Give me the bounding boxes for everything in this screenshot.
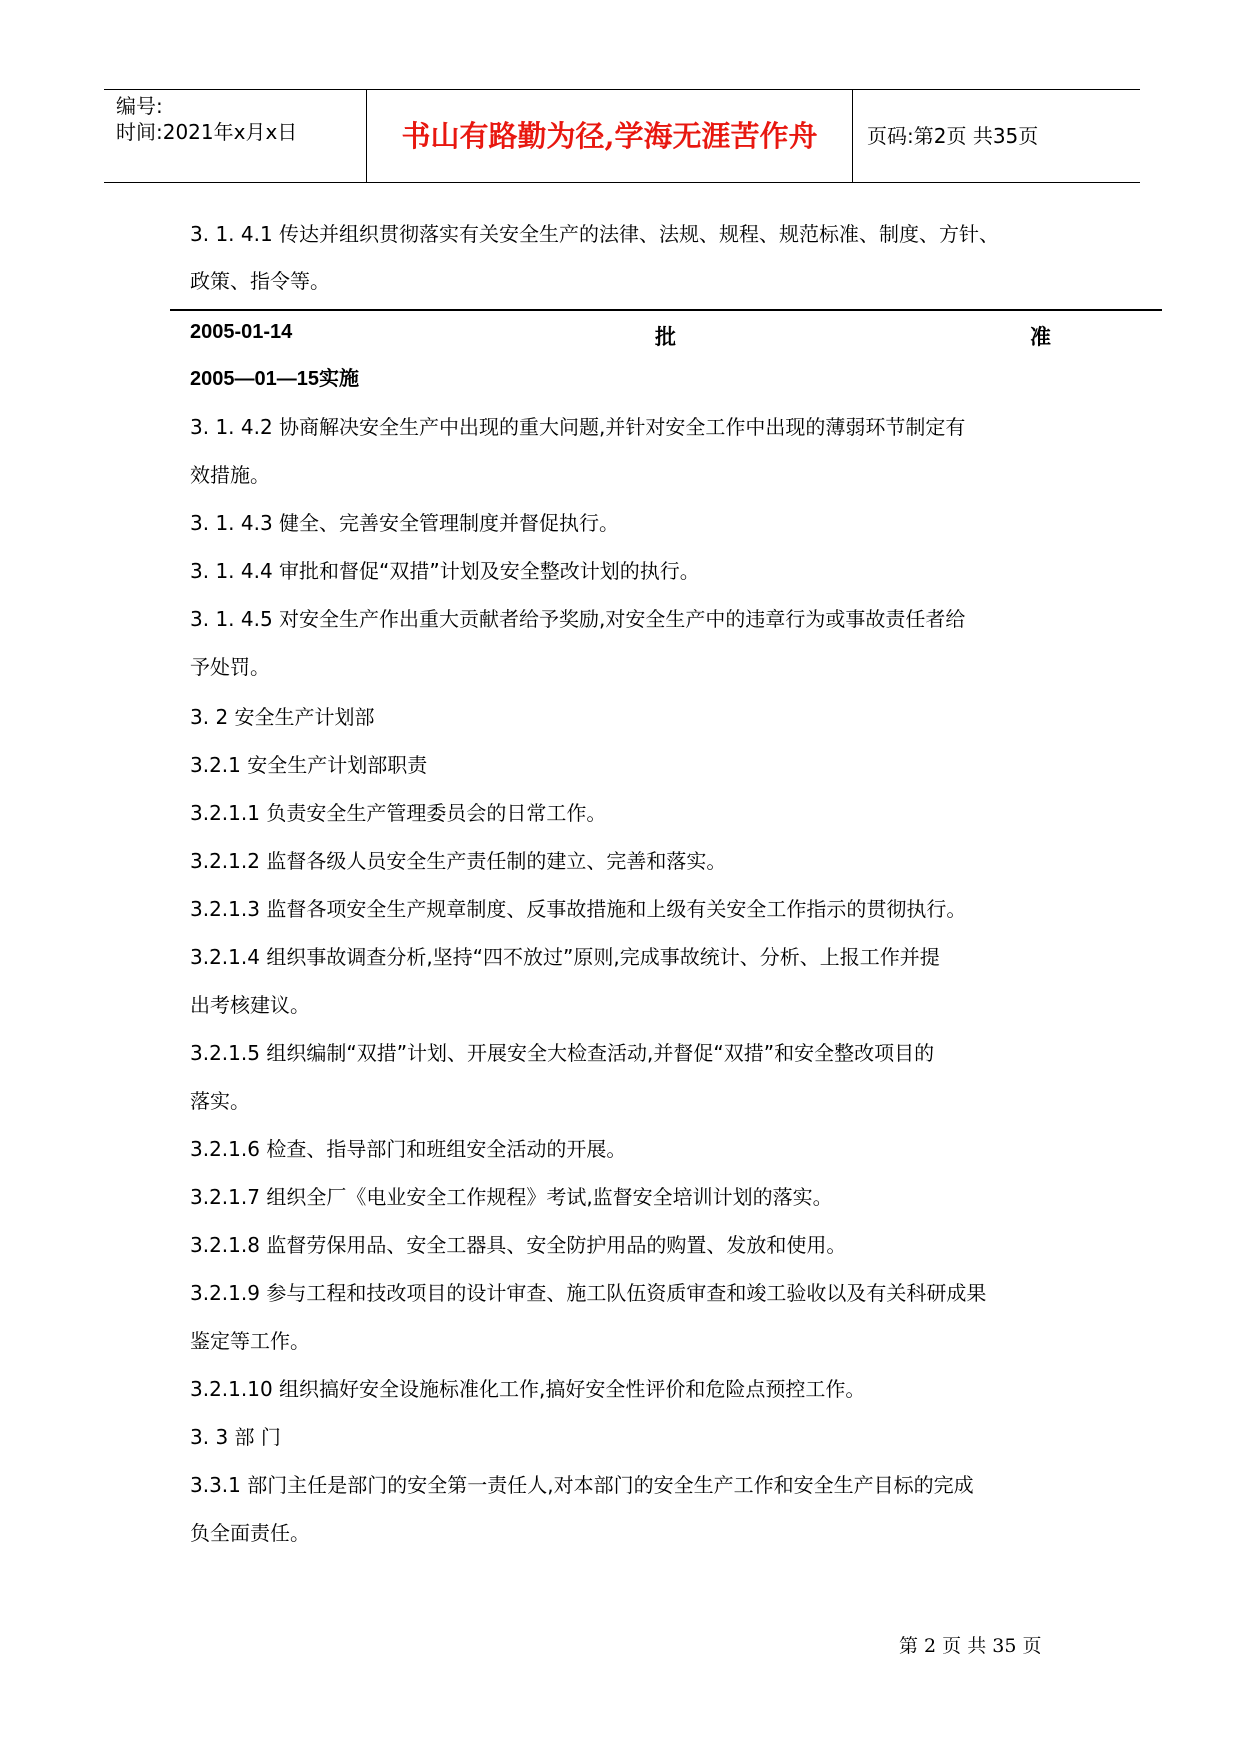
approval-divider bbox=[170, 309, 1162, 311]
paragraph-line: 3.2.1.2 监督各级人员安全生产责任制的建立、完善和落实。 bbox=[190, 849, 727, 873]
paragraph-line: 3.2.1.5 组织编制“双措”计划、开展安全大检查活动,并督促“双措”和安全整改项目的 bbox=[190, 1041, 935, 1065]
approval-date: 2005-01-14 bbox=[190, 321, 293, 343]
document-number-label: 编号: bbox=[116, 94, 163, 118]
paragraph-line: 3.2.1.8 监督劳保用品、安全工器具、安全防护用品的购置、发放和使用。 bbox=[190, 1233, 847, 1257]
approval-label-left: 批 bbox=[655, 325, 676, 349]
paragraph-line: 3. 1. 4.2 协商解决安全生产中出现的重大问题,并针对安全工作中出现的薄弱环节制定有 bbox=[190, 415, 966, 439]
document-time-label: 时间:2021年x月x日 bbox=[116, 120, 298, 144]
section-heading: 3. 3 部 门 bbox=[190, 1425, 281, 1449]
paragraph-line: 3.2.1.10 组织搞好安全设施标准化工作,搞好安全性评价和危险点预控工作。 bbox=[190, 1377, 866, 1401]
paragraph-line: 予处罚。 bbox=[190, 655, 270, 679]
paragraph-line: 3.2.1 安全生产计划部职责 bbox=[190, 753, 428, 777]
paragraph-line: 出考核建议。 bbox=[190, 993, 310, 1017]
paragraph-line: 3. 1. 4.3 健全、完善安全管理制度并督促执行。 bbox=[190, 511, 620, 535]
paragraph-line: 3.2.1.9 参与工程和技改项目的设计审查、施工队伍资质审查和竣工验收以及有关科研成果 bbox=[190, 1281, 987, 1305]
paragraph-line: 鉴定等工作。 bbox=[190, 1329, 310, 1353]
paragraph-line: 3. 1. 4.4 审批和督促“双措”计划及安全整改计划的执行。 bbox=[190, 559, 700, 583]
paragraph-line: 政策、指令等。 bbox=[190, 269, 330, 293]
paragraph-line: 3.2.1.4 组织事故调查分析,坚持“四不放过”原则,完成事故统计、分析、上报工作并提 bbox=[190, 945, 940, 969]
paragraph-line: 3.2.1.6 检查、指导部门和班组安全活动的开展。 bbox=[190, 1137, 627, 1161]
paragraph-line: 3.3.1 部门主任是部门的安全第一责任人,对本部门的安全生产工作和安全生产目标的完成 bbox=[190, 1473, 974, 1497]
paragraph-line: 3.2.1.1 负责安全生产管理委员会的日常工作。 bbox=[190, 801, 607, 825]
paragraph-line: 负全面责任。 bbox=[190, 1521, 310, 1545]
approval-label-right: 准 bbox=[1030, 325, 1051, 349]
paragraph-line: 3. 1. 4.1 传达并组织贯彻落实有关安全生产的法律、法规、规程、规范标准、制度、方针、 bbox=[190, 222, 1000, 246]
paragraph-line: 3. 1. 4.5 对安全生产作出重大贡献者给予奖励,对安全生产中的违章行为或事故责任者给 bbox=[190, 607, 966, 631]
header-motto: 书山有路勤为径,学海无涯苦作舟 bbox=[401, 119, 818, 153]
paragraph-line: 效措施。 bbox=[190, 463, 270, 487]
paragraph-line: 3.2.1.7 组织全厂《电业安全工作规程》考试,监督安全培训计划的落实。 bbox=[190, 1185, 833, 1209]
header-page-info: 页码:第2页 共35页 bbox=[867, 124, 1039, 148]
implementation-date: 2005—01—15实施 bbox=[190, 368, 359, 390]
paragraph-line: 落实。 bbox=[190, 1089, 250, 1113]
paragraph-line: 3.2.1.3 监督各项安全生产规章制度、反事故措施和上级有关安全工作指示的贯彻执行。 bbox=[190, 897, 967, 921]
section-heading: 3. 2 安全生产计划部 bbox=[190, 705, 375, 729]
page-footer: 第 2 页 共 35 页 bbox=[899, 1635, 1042, 1657]
